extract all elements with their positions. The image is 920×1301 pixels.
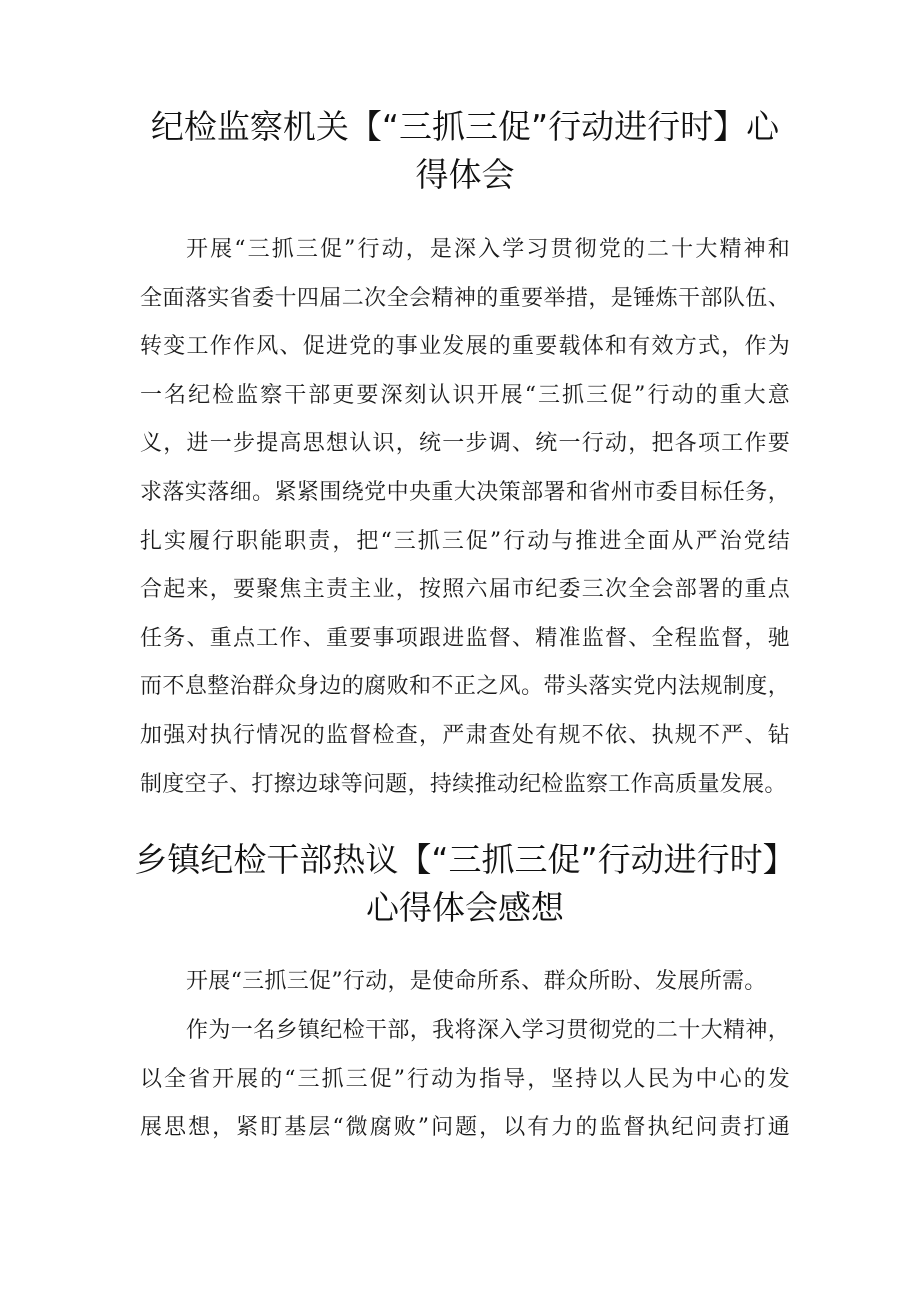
article2-title-line: 心得体会感想 <box>366 888 564 927</box>
body-line: 一名纪检监察干部更要深刻认识开展“三抓三促”行动的重大意 <box>140 382 790 408</box>
body-line: 开展“三抓三促”行动，是使命所系、群众所盼、发展所需。 <box>186 969 767 994</box>
body-line: 开展“三抓三促”行动，是深入学习贯彻党的二十大精神和 <box>186 237 790 262</box>
body-line: 展思想，紧盯基层“微腐败”问题，以有力的监督执纪问责打通 <box>140 1115 790 1141</box>
article1-title-line: 得体会 <box>415 155 515 194</box>
body-line: 加强对执行情况的监督检查，严肃查处有规不依、执规不严、钻 <box>140 722 790 748</box>
article2-para2 <box>140 1007 790 1153</box>
article2-para1 <box>140 958 790 1007</box>
article1-title <box>120 103 810 199</box>
body-line: 合起来，要聚焦主责主业，按照六届市纪委三次全会部署的重点 <box>140 577 790 603</box>
article2-title-line: 乡镇纪检干部热议【“三抓三促”行动进行时】 <box>134 840 796 879</box>
article1-body <box>140 226 790 809</box>
body-line: 全面落实省委十四届二次全会精神的重要举措，是锤炼干部队伍、 <box>140 285 790 311</box>
body-line: 任务、重点工作、重要事项跟进监督、精准监督、全程监督，驰 <box>140 625 790 651</box>
body-line: 作为一名乡镇纪检干部，我将深入学习贯彻党的二十大精神， <box>186 1018 790 1043</box>
article2-title <box>120 836 810 932</box>
body-line: 以全省开展的“三抓三促”行动为指导，坚持以人民为中心的发 <box>140 1066 790 1092</box>
body-line: 义，进一步提高思想认识，统一步调、统一行动，把各项工作要 <box>140 431 790 457</box>
body-line: 扎实履行职能职责，把“三抓三促”行动与推进全面从严治党结 <box>140 528 790 554</box>
body-line: 转变工作作风、促进党的事业发展的重要载体和有效方式，作为 <box>140 334 790 360</box>
body-line: 而不息整治群众身边的腐败和不正之风。带头落实党内法规制度， <box>140 674 790 700</box>
article1-title-line: 纪检监察机关【“三抓三促”行动进行时】心 <box>150 107 780 146</box>
body-line: 求落实落细。紧紧围绕党中央重大决策部署和省州市委目标任务， <box>140 479 790 505</box>
body-line: 制度空子、打擦边球等问题，持续推动纪检监察工作高质量发展。 <box>140 771 787 797</box>
